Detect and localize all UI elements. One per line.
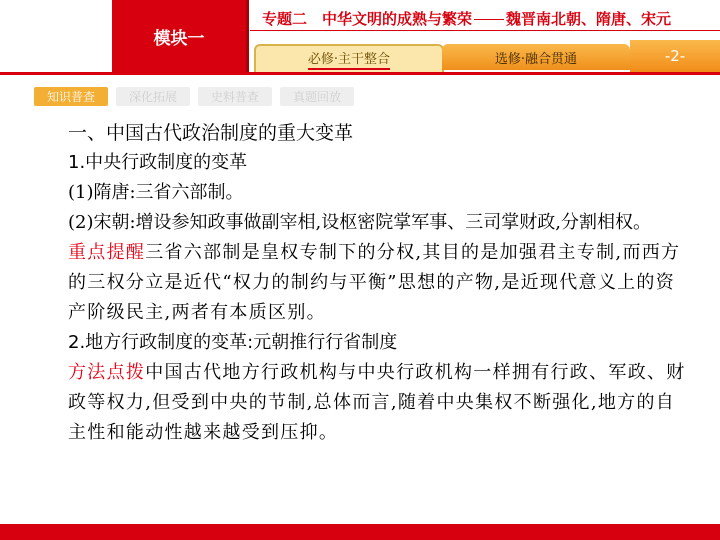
- tab-required-core[interactable]: [254, 44, 444, 72]
- section2-title: 2.地方行政制度的变革:元朝推行行省制度: [68, 332, 398, 353]
- key-reminder-label: 重点提醒: [68, 242, 146, 263]
- tab-elective-label: 选修·融合贯通: [494, 51, 578, 67]
- method-tip-text: 中国古代地方行政机构与中央行政机构一样拥有行政、军政、财政等权力,但受到中央的节制,总体而言,随着中央集权不断强化,地方的自主性和能动性越来越受到压抑。: [68, 362, 686, 443]
- main-content: [48, 118, 688, 448]
- subtab-source-survey[interactable]: 史料普查: [198, 87, 272, 106]
- subtab-knowledge-survey[interactable]: 知识普查: [34, 87, 108, 106]
- page-number: [630, 40, 720, 72]
- tab-required-label: 必修·主干整合: [308, 48, 390, 70]
- topic-dash: [474, 19, 504, 20]
- topic-underline: [250, 30, 720, 31]
- topic-suffix: 魏晋南北朝、隋唐、宋元: [506, 10, 672, 28]
- item-song: (2)宋朝:增设参知政事做副宰相,设枢密院掌军事、三司掌财政,分割相权。: [68, 212, 652, 233]
- item-sui-tang: (1)隋唐:三省六部制。: [68, 182, 244, 203]
- section1-title: 1.中央行政制度的变革: [68, 152, 248, 173]
- section-heading: 一、中国古代政治制度的重大变革: [68, 122, 354, 144]
- method-tip-label: 方法点拨: [68, 362, 146, 383]
- key-reminder-text: 三省六部制是皇权专制下的分权,其目的是加强君主专制,而西方的三权分立是近代“权力的制约与平衡”思想的产物,是近现代意义上的资产阶级民主,两者有本质区别。: [68, 242, 681, 323]
- subtab-deepen-expand[interactable]: 深化拓展: [116, 87, 190, 106]
- topic-prefix: 专题二 中华文明的成熟与繁荣: [262, 10, 473, 28]
- page-number-text: -2-: [664, 47, 686, 65]
- method-tip: [48, 358, 688, 448]
- footer-bar: [0, 524, 720, 540]
- subtab-bar: [34, 87, 354, 106]
- topic-title: [262, 8, 671, 29]
- header-divider: [0, 72, 720, 75]
- key-reminder: [48, 238, 688, 328]
- module-label: 模块一: [153, 28, 205, 49]
- module-label-box: [112, 0, 249, 72]
- tab-elective-integration[interactable]: [442, 44, 630, 70]
- subtab-exam-review[interactable]: 真题回放: [280, 87, 354, 106]
